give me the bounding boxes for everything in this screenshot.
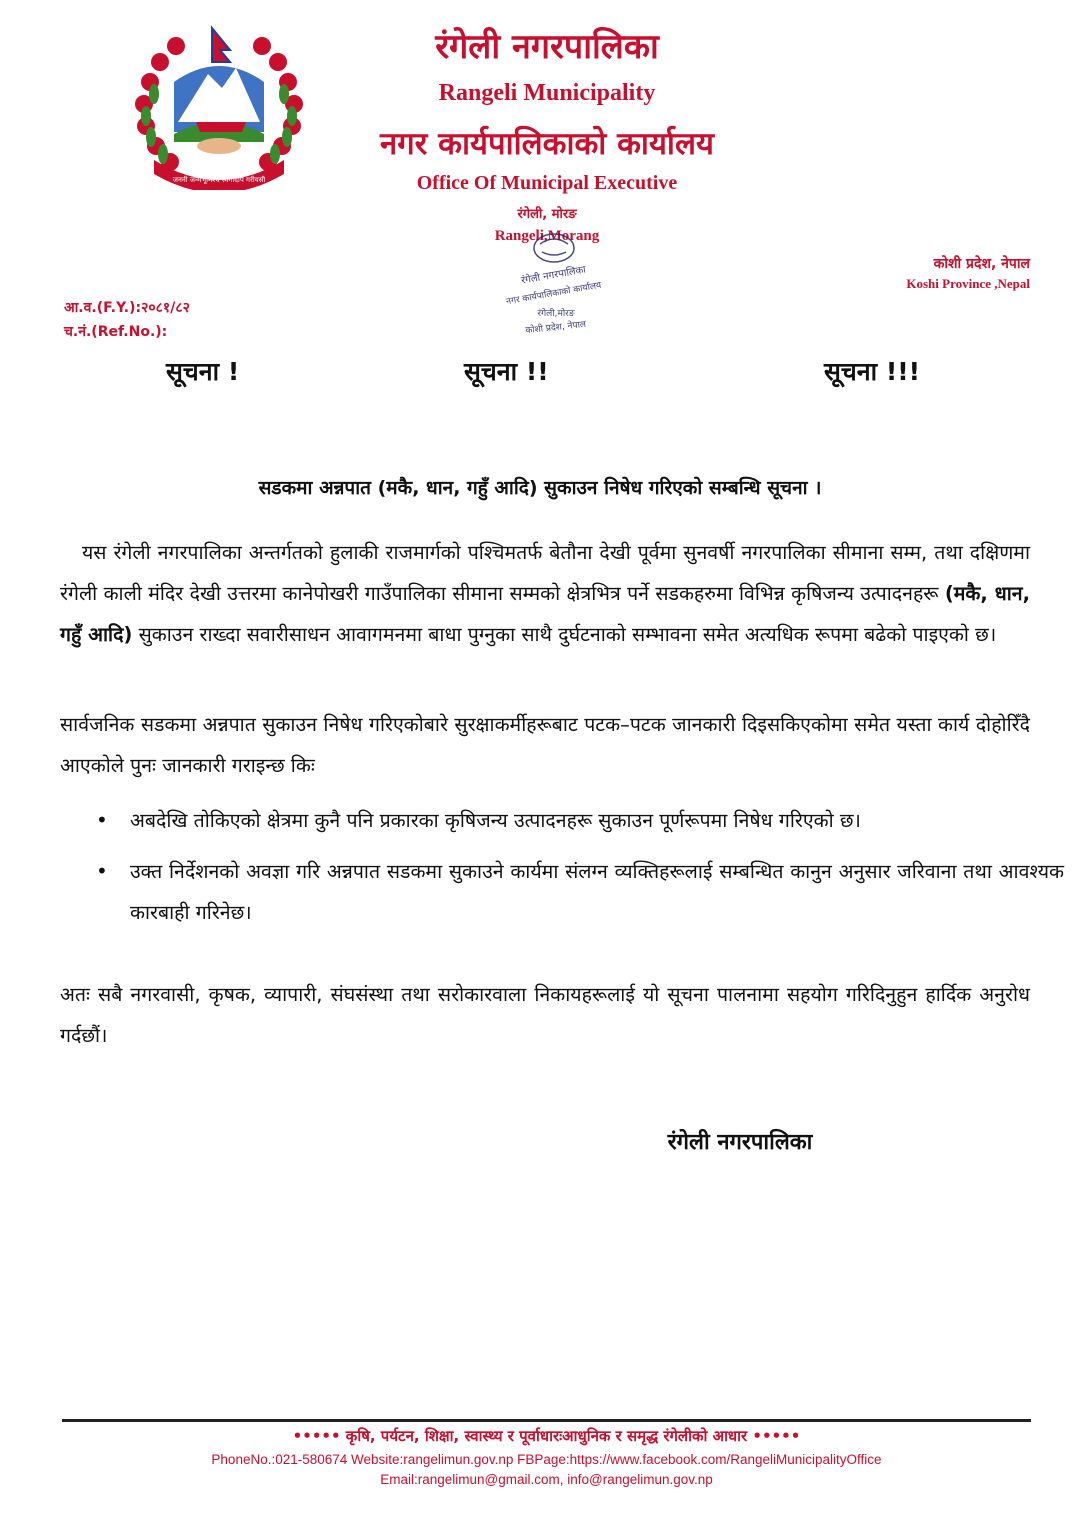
list-item: • अबदेखि तोकिएको क्षेत्रमा कुनै पनि प्रकारका कृषिजन्य उत्पादनहरू सुकाउन पूर्णरूपमा निषेध गरिएको छ। [130, 800, 1064, 841]
paragraph-1 [60, 532, 1030, 655]
footer-email: Email:rangelimun@gmail.com, info@rangelimun.gov.np [380, 1472, 713, 1487]
stamp-line-1: रंगेली नगरपालिका [520, 264, 587, 287]
notice-subject: सडकमा अन्नपात (मकै, धान, गहुँ आदि) सुकाउन निषेध गरिएको सम्बन्धि सूचना । [258, 477, 822, 499]
province-ne: कोशी प्रदेश, नेपाल [933, 256, 1030, 272]
paragraph-1-text-a: यस रंगेली नगरपालिका अन्तर्गतको हुलाकी राजमार्गको पश्चिमतर्फ बेतौना देखी पूर्वमा सुनवर्षी नगरपालिका सीमाना सम्म, तथा दक्षिणमा रंगेली काली मंदिर देखी उत्तरमा कानेपोखरी गाउँपालिका सीमाना सम्मको क्षेत्रभित्र पर्ने सडकहरुमा विभिन्न कृषिजन्य उत्पादनहरू [60, 541, 1030, 605]
list-item: • उक्त निर्देशनको अवज्ञा गरि अन्नपात सडकमा सुकाउने कार्यमा संलग्न व्यक्तिहरूलाई सम्बन्धित कानुन अनुसार जरिवाना तथा आवश्यक कारबाही गरिनेछ। [130, 851, 1064, 933]
signature-block: रंगेली नगरपालिका [667, 1130, 813, 1155]
stamp-line-3: रंगेली,मोरङ [537, 309, 575, 319]
stamp-line-4: कोशी प्रदेश, नेपाल [525, 319, 587, 337]
official-stamp [484, 226, 624, 342]
stamp-line-2: नगर कार्यपालिकाको कार्यालय [505, 280, 602, 308]
office-name-en: Office Of Municipal Executive [416, 172, 678, 194]
reference-number: च.नं.(Ref.No.): [64, 324, 168, 340]
directive-list [96, 800, 1064, 943]
address-ne: रंगेली, मोरङ [517, 207, 577, 222]
nepal-emblem-logo [126, 22, 312, 190]
municipality-name-en: Rangeli Municipality [438, 80, 656, 106]
footer-motto: ••••• कृषि, पर्यटन, शिक्षा, स्वास्थ्य र पूर्वाधारःआधुनिक र समृद्ध रंगेलीको आधार ••••• [292, 1427, 801, 1445]
paragraph-1-text-b: सुकाउन राख्दा सवारीसाधन आवागमनमा बाधा पुग्नुका साथै दुर्घटनाको सम्भावना समेत अत्यधिक रूपमा बढेको पाइएको छ। [132, 623, 997, 646]
paragraph-2: सार्वजनिक सडकमा अन्नपात सुकाउन निषेध गरिएकोबारे सुरक्षाकर्मीहरूबाट पटक–पटक जानकारी दिइसकिएकोमा समेत यस्ता कार्य दोहोरिँदै आएकोले पुनः जानकारी गराइन्छ किः [60, 713, 1030, 777]
office-name-ne: नगर कार्यपालिकाको कार्यालय [380, 126, 714, 162]
notice-heading-2: सूचना !! [464, 357, 549, 386]
fiscal-year: आ.व.(F.Y.):२०८१/८२ [64, 300, 190, 316]
address-en: Rangeli,Morang [494, 228, 600, 244]
footer-contact: PhoneNo.:021-580674 Website:rangelimun.gov.np FBPage:https://www.facebook.com/RangeliMunicipalityOffice [211, 1452, 882, 1467]
paragraph-1-bold: (मकै, धान, गहुँ आदि) [60, 582, 1030, 646]
paragraph-3: अतः सबै नगरवासी, कृषक, व्यापारी, संघसंस्था तथा सरोकारवाला निकायहरूलाई यो सूचना पालनामा सहयोग गरिदिनुहुन हार्दिक अनुरोध गर्दछौं। [60, 983, 1030, 1047]
notice-heading-1: सूचना ! [166, 357, 240, 386]
municipality-name-ne: रंगेली नगरपालिका [435, 27, 659, 67]
emblem-motto: जननी जन्मभूमिश्च स्वर्गादपि गरीयसी [172, 176, 266, 184]
province-en: Koshi Province ,Nepal [906, 276, 1030, 291]
footer-divider [62, 1419, 1031, 1422]
notice-heading-3: सूचना !!! [824, 357, 921, 386]
